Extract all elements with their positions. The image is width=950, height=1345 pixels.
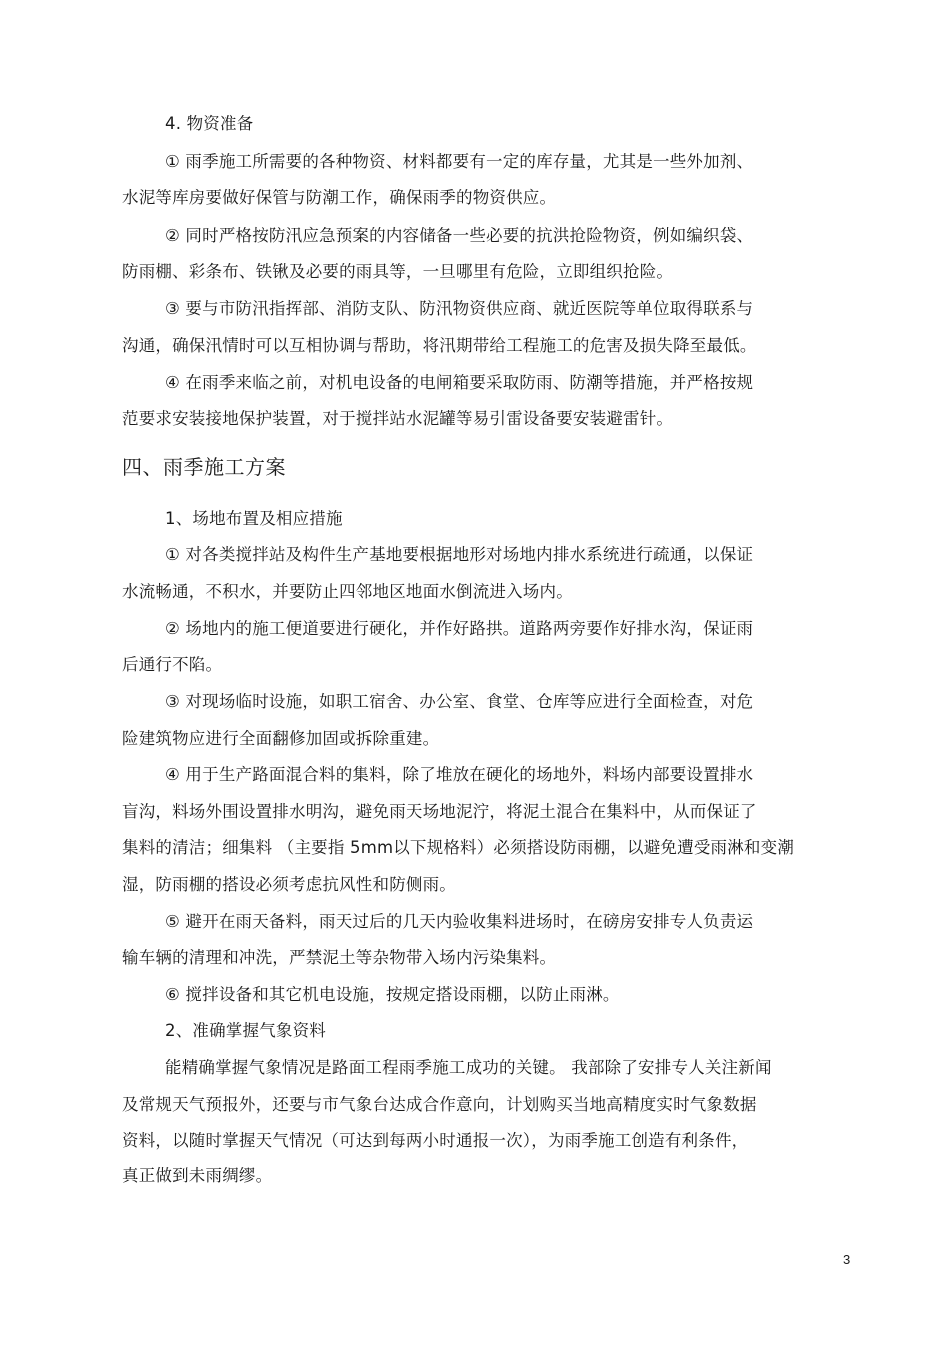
paragraph-line: 真正做到未雨绸缪。 [122,1166,273,1185]
paragraph-line: 及常规天气预报外，还要与市气象台达成合作意向，计划购买当地高精度实时气象数据 [122,1095,757,1114]
paragraph-line: 集料的清洁；细集料 （主要指 5mm以下规格料）必须搭设防雨棚，以避免遭受雨淋和变潮 [122,838,795,857]
paragraph-line: 水泥等库房要做好保管与防潮工作，确保雨季的物资供应。 [122,188,557,207]
paragraph-line: 资料，以随时掌握天气情况（可达到每两小时通报一次），为雨季施工创造有利条件， [122,1131,749,1150]
item-2-title: 2、准确掌握气象资料 [165,1021,326,1040]
paragraph-line: 险建筑物应进行全面翻修加固或拆除重建。 [122,729,440,748]
item-4-title: 4. 物资准备 [165,114,254,133]
paragraph-line: ④ 用于生产路面混合料的集料，除了堆放在硬化的场地外，料场内部要设置排水 [165,765,754,784]
paragraph-line: ③ 对现场临时设施，如职工宿舍、办公室、食堂、仓库等应进行全面检查，对危 [165,692,754,711]
paragraph-line: ③ 要与市防汛指挥部、消防支队、防汛物资供应商、就近医院等单位取得联系与 [165,299,754,318]
paragraph-line: 沟通，确保汛情时可以互相协调与帮助，将汛期带给工程施工的危害及损失降至最低。 [122,336,757,355]
paragraph-line: ④ 在雨季来临之前，对机电设备的电闸箱要采取防雨、防潮等措施，并严格按规 [165,373,754,392]
paragraph-line: ① 对各类搅拌站及构件生产基地要根据地形对场地内排水系统进行疏通，以保证 [165,545,754,564]
paragraph-line: ② 同时严格按防汛应急预案的内容储备一些必要的抗洪抢险物资，例如编织袋、 [165,226,754,245]
paragraph-line: ⑥ 搅拌设备和其它机电设施，按规定搭设雨棚，以防止雨淋。 [165,985,620,1004]
paragraph-line: ② 场地内的施工便道要进行硬化，并作好路拱。道路两旁要作好排水沟，保证雨 [165,619,754,638]
paragraph-line: 盲沟，料场外围设置排水明沟，避免雨天场地泥泞，将泥土混合在集料中，从而保证了 [122,802,757,821]
item-1-title: 1、场地布置及相应措施 [165,509,343,528]
paragraph-line: ⑤ 避开在雨天备料，雨天过后的几天内验收集料进场时，在磅房安排专人负责运 [165,912,754,931]
paragraph-line: 湿，防雨棚的搭设必须考虑抗风性和防侧雨。 [122,875,456,894]
paragraph-line: 后通行不陷。 [122,655,223,674]
paragraph-line: ① 雨季施工所需要的各种物资、材料都要有一定的库存量，尤其是一些外加剂、 [165,152,754,171]
paragraph-line: 水流畅通，不积水，并要防止四邻地区地面水倒流进入场内。 [122,582,573,601]
section-heading: 四、雨季施工方案 [122,455,286,479]
paragraph-line: 能精确掌握气象情况是路面工程雨季施工成功的关键。 我部除了安排专人关注新闻 [165,1058,772,1077]
paragraph-line: 范要求安装接地保护装置，对于搅拌站水泥罐等易引雷设备要安装避雷针。 [122,409,674,428]
paragraph-line: 输车辆的清理和冲洗，严禁泥土等杂物带入场内污染集料。 [122,948,557,967]
paragraph-line: 防雨棚、彩条布、铁锹及必要的雨具等，一旦哪里有危险，立即组织抢险。 [122,262,674,281]
page-number: 3 [843,1252,851,1267]
